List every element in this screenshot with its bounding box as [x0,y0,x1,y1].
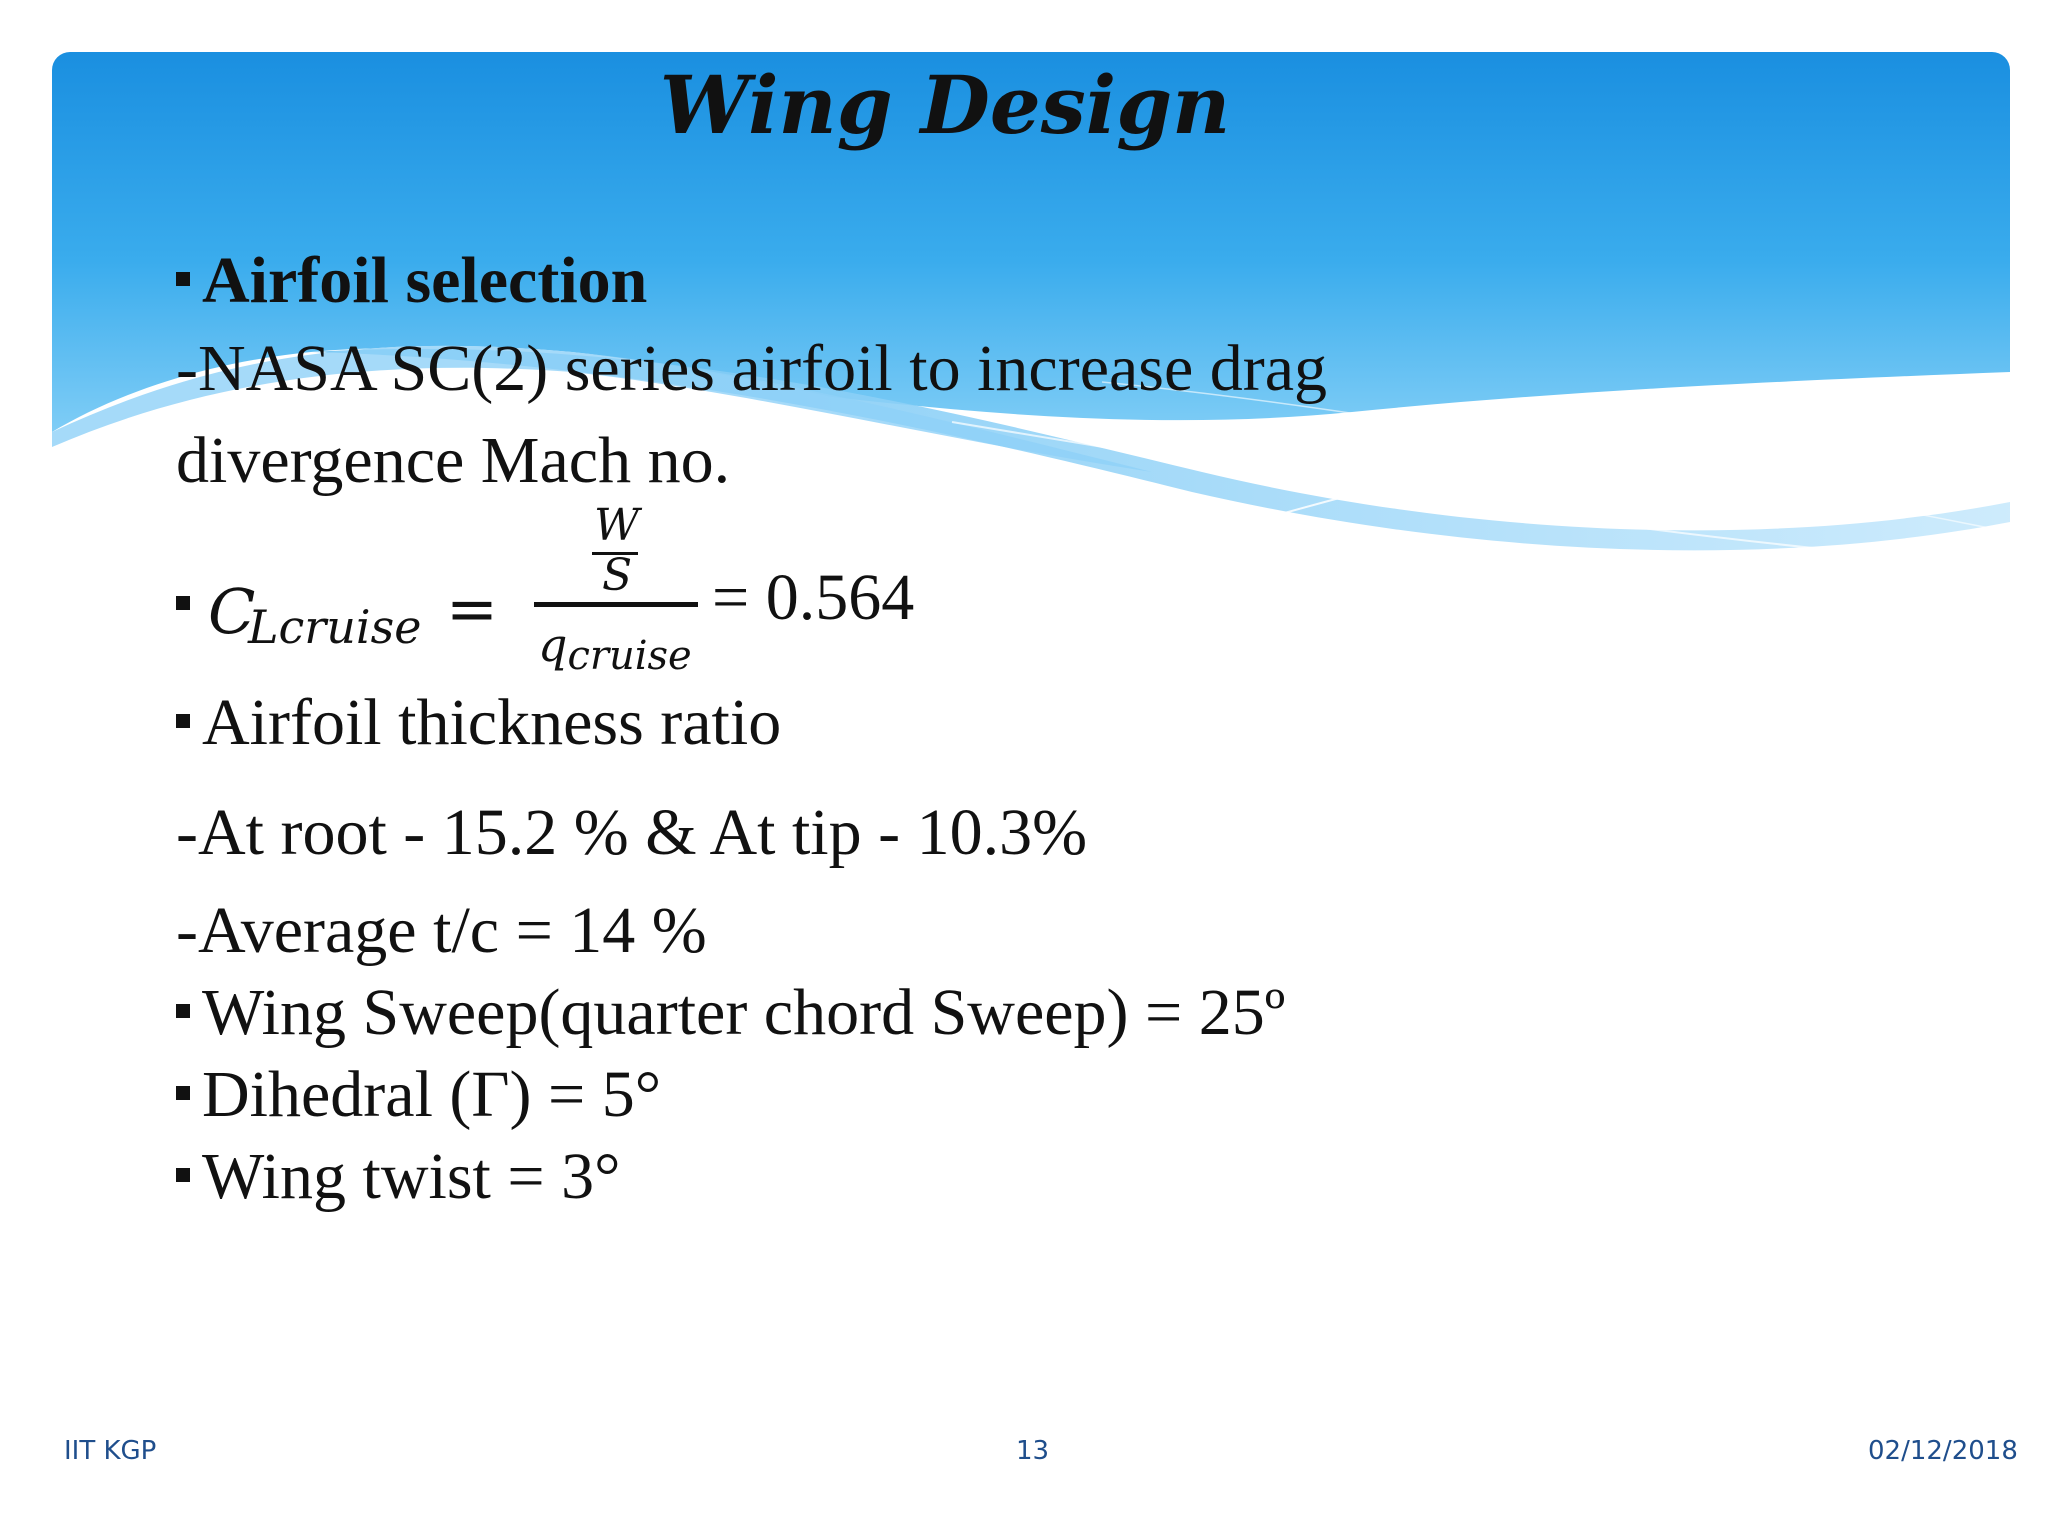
bullet-dihedral: Dihedral (Γ) = 5° [176,1062,661,1128]
text-line-root-tip: -At root - 15.2 % & At tip - 10.3% [176,796,1088,869]
bullet-square-icon [176,1004,190,1018]
bullet-square-icon [176,272,190,286]
formula-fraction-bar [534,602,698,607]
slide-title: Wing Design [659,58,1231,152]
bullet-square-icon [176,596,190,610]
text-line-average-tc: -Average t/c = 14 % [176,894,707,967]
bullet-square-icon [176,1168,190,1182]
footer-page-number: 13 [1016,1436,1050,1466]
footer-date: 02/12/2018 [1868,1436,2018,1466]
text-line-divergence: divergence Mach no. [176,424,731,497]
formula-numerator-bottom: S [602,550,633,601]
formula-denominator: qcruise [538,618,692,679]
footer-institution: IIT KGP [64,1436,157,1466]
bullet-airfoil-selection: Airfoil selection [176,248,647,314]
formula-symbol: C [208,575,256,648]
formula-numerator-top: W [594,500,640,551]
bullet-wing-sweep: Wing Sweep(quarter chord Sweep) = 25º [176,980,1285,1046]
formula-equals: = [446,572,498,645]
formula-result: = 0.564 [712,561,915,634]
text-line-nasa: -NASA SC(2) series airfoil to increase drag [176,332,1328,405]
bullet-wing-twist: Wing twist = 3° [176,1144,620,1210]
bullet-square-icon [176,1086,190,1100]
bullet-square-icon [176,714,190,728]
formula-subscript: Lcruise [248,600,422,654]
bullet-airfoil-thickness: Airfoil thickness ratio [176,690,781,756]
